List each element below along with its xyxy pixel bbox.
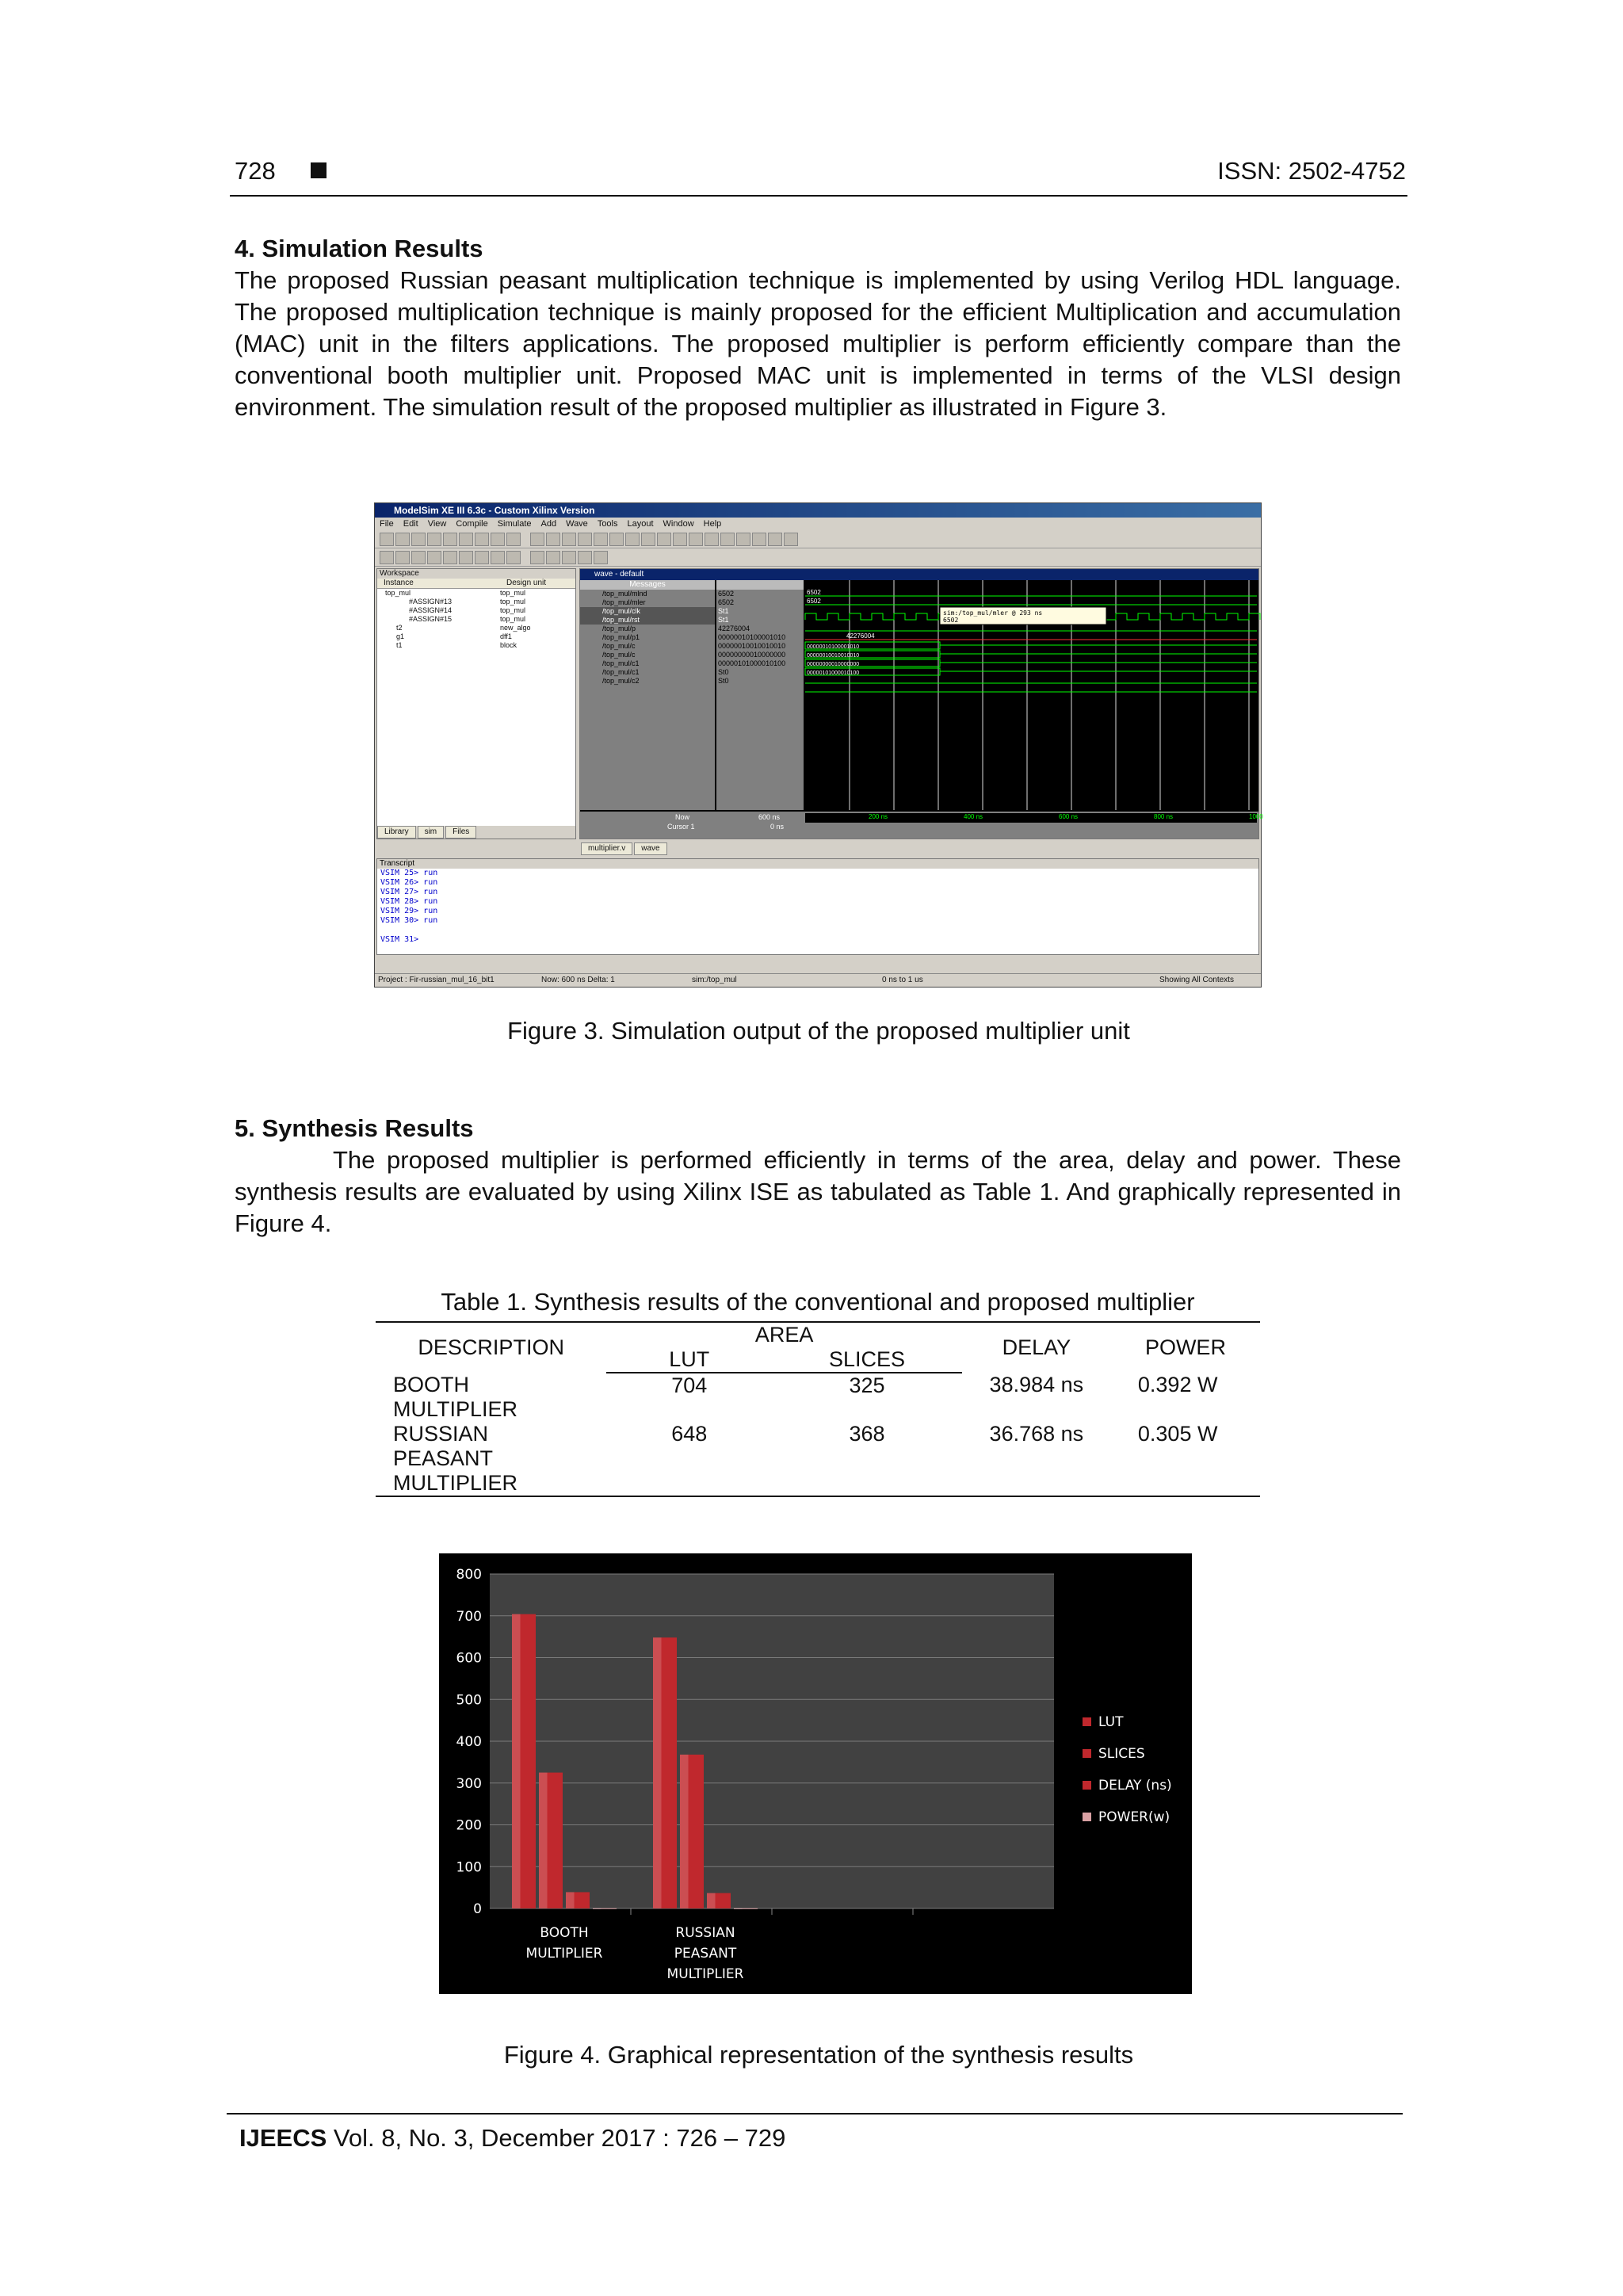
instance-row <box>377 606 575 615</box>
transcript-line: VSIM 27> run <box>380 888 438 896</box>
table-1 <box>376 1288 1260 1497</box>
table-cell-delay: 36.768 ns <box>962 1422 1111 1496</box>
legend-swatch <box>1083 1813 1091 1821</box>
th-slices: SLICES <box>772 1347 962 1373</box>
transcript-line: VSIM 29> run <box>380 907 438 915</box>
time-tick: 1000 <box>1249 813 1263 820</box>
now-value: 600 ns <box>758 813 781 821</box>
transcript-line: VSIM 30> run <box>380 916 438 925</box>
x-category-label: BOOTH <box>540 1925 589 1941</box>
workspace-columns <box>377 579 575 589</box>
transcript-label: Transcript <box>377 859 1258 869</box>
toolbar-button-icon <box>491 551 505 564</box>
signal-value: 00000010100001010 <box>718 633 786 641</box>
time-tick: 200 ns <box>869 813 888 820</box>
legend-label: SLICES <box>1098 1746 1145 1762</box>
instance-name: #ASSIGN#15 <box>409 615 453 623</box>
toolbar-button-icon <box>546 533 560 546</box>
y-tick-label: 600 <box>456 1650 482 1667</box>
th-lut: LUT <box>606 1347 772 1373</box>
signal-name: /top_mul/c2 <box>602 677 640 685</box>
instance-tree <box>377 589 575 650</box>
signal-name: /top_mul/c1 <box>602 668 640 676</box>
toolbar-button-icon <box>768 533 782 546</box>
table-cell-lut: 648 <box>606 1422 772 1496</box>
menu-item: Help <box>703 519 722 529</box>
table-row <box>376 1422 1260 1496</box>
design-unit: dff1 <box>500 632 512 640</box>
instance-row <box>377 624 575 632</box>
toolbar-button-icon <box>594 533 608 546</box>
tooltip-value: 6502 <box>943 617 959 624</box>
header-rule <box>230 195 1407 197</box>
page-number: 728 <box>235 157 276 185</box>
wave-window <box>579 568 1263 839</box>
instance-row <box>377 589 575 598</box>
y-tick-label: 100 <box>456 1859 482 1876</box>
figure-4-caption: Figure 4. Graphical representation of the synthesis results <box>503 2041 1134 2069</box>
menu-item: Tools <box>597 519 618 529</box>
wave-value-label: 6502 <box>807 589 821 596</box>
section-5-body: The proposed multiplier is performed efficiently in terms of the area, delay and power. These synthesis results are evaluated by using Xilinx ISE as tabulated as Table 1. And graphically represented in Figure 4. <box>235 1146 1401 1237</box>
signal-name: /top_mul/rst <box>580 616 715 625</box>
design-unit: top_mul <box>500 589 526 597</box>
wave-tab: wave <box>634 842 666 855</box>
cursor-tooltip-text: sim:/top_mul/mler @ 293 ns <box>943 609 1043 617</box>
wave-value-label: 00000101000010100 <box>807 670 860 676</box>
instance-row <box>377 632 575 641</box>
toolbar-button-icon <box>411 533 426 546</box>
section-5-title: 5. Synthesis Results <box>235 1114 474 1142</box>
status-range: 0 ns to 1 us <box>882 976 923 984</box>
toolbar-button-icon <box>443 551 457 564</box>
bar-highlight <box>734 1908 743 1909</box>
section-4-body: The proposed Russian peasant multiplication technique is implemented by using Verilog HDL language. The proposed multiplication technique is mainly proposed for the efficient Multiplication and accumulation (MAC) unit in the filters applications. The proposed multiplier is perform efficiently compare than the conventional booth multiplier unit. Proposed MAC unit is implemented in terms of the VLSI design environment. The simulation result of the proposed multiplier as illustrated in Figure 3. <box>235 266 1401 421</box>
instance-row <box>377 641 575 650</box>
workspace-label: Workspace <box>377 569 575 579</box>
wave-value-label: 6502 <box>807 598 821 605</box>
toolbar-button-icon <box>657 533 671 546</box>
table-1-caption: Table 1. Synthesis results of the conventional and proposed multiplier <box>441 1288 1195 1316</box>
instance-name: t2 <box>396 624 403 632</box>
modelsim-screenshot <box>374 502 1262 988</box>
signal-values <box>716 580 804 810</box>
legend-label: DELAY (ns) <box>1098 1778 1172 1794</box>
th-power: POWER <box>1111 1322 1260 1373</box>
menu-item: Layout <box>627 519 654 529</box>
y-tick-label: 500 <box>456 1692 482 1709</box>
toolbar-1 <box>375 530 1261 548</box>
legend-label: POWER(w) <box>1098 1809 1170 1825</box>
table-cell-description: BOOTH MULTIPLIER <box>393 1373 518 1421</box>
menu-item: Simulate <box>497 519 532 529</box>
status-sim: sim:/top_mul <box>692 976 737 984</box>
wave-footer <box>580 812 1263 839</box>
menu-item: View <box>427 519 447 529</box>
signal-names <box>580 580 715 810</box>
wave-tabs <box>581 842 669 855</box>
toolbar-button-icon <box>720 533 735 546</box>
instance-name: t1 <box>396 641 403 649</box>
transcript-line: VSIM 25> run <box>380 869 438 877</box>
toolbar-button-icon <box>411 551 426 564</box>
header-square-glyph <box>311 162 327 178</box>
cursor-value: 0 ns <box>770 823 785 831</box>
signal-name: /top_mul/mler <box>602 598 646 606</box>
table-cell-slices: 368 <box>772 1422 962 1496</box>
toolbar-button-icon <box>427 551 441 564</box>
legend-swatch <box>1083 1717 1091 1726</box>
legend-label: LUT <box>1098 1714 1124 1730</box>
toolbar-button-icon <box>752 533 766 546</box>
toolbar-button-icon <box>689 533 703 546</box>
signal-value: 6502 <box>718 590 735 598</box>
synthesis-bar-chart <box>439 1553 1192 1994</box>
toolbar-button-icon <box>380 533 394 546</box>
signal-name: /top_mul/c <box>602 651 636 659</box>
toolbar-button-icon <box>625 533 640 546</box>
instance-row <box>377 598 575 606</box>
citation-details: Vol. 8, No. 3, December 2017 : 726 – 729 <box>327 2124 786 2152</box>
time-tick: 400 ns <box>964 813 983 820</box>
figure-3-caption: Figure 3. Simulation output of the proposed multiplier unit <box>507 1017 1130 1045</box>
menu-bar <box>375 518 1261 530</box>
toolbar-button-icon <box>673 533 687 546</box>
legend-swatch <box>1083 1781 1091 1790</box>
toolbar-button-icon <box>530 551 544 564</box>
instance-name: g1 <box>396 632 405 640</box>
footer-rule <box>227 2113 1403 2115</box>
table-cell-lut: 704 <box>671 1373 708 1397</box>
status-contexts: Showing All Contexts <box>1159 976 1234 984</box>
wave-title: wave - default <box>580 569 1258 580</box>
signal-name: /top_mul/c1 <box>602 659 640 667</box>
instance-name: top_mul <box>385 589 411 597</box>
signal-value: 6502 <box>718 598 735 606</box>
toolbar-button-icon <box>395 533 410 546</box>
instance-name: #ASSIGN#14 <box>409 606 453 614</box>
toolbar-button-icon <box>578 551 592 564</box>
now-label: Now <box>675 813 690 821</box>
journal-name: IJEECS <box>239 2124 327 2152</box>
toolbar-button-icon <box>641 533 655 546</box>
table-cell-description: RUSSIAN PEASANT MULTIPLIER <box>376 1422 606 1496</box>
signal-value: 00000101000010100 <box>718 659 786 667</box>
table-cell-power: 0.392 W <box>1137 1373 1218 1396</box>
toolbar-button-icon <box>475 533 489 546</box>
signal-name: /top_mul/clk <box>580 607 715 616</box>
toolbar-button-icon <box>459 551 473 564</box>
y-tick-label: 800 <box>456 1567 482 1583</box>
menu-item: Add <box>540 519 557 529</box>
toolbar-button-icon <box>736 533 750 546</box>
signal-name: /top_mul/c <box>602 642 636 650</box>
toolbar-button-icon <box>562 533 576 546</box>
waveform-area <box>805 580 1257 810</box>
y-tick-label: 300 <box>456 1775 482 1792</box>
signal-value: St0 <box>718 668 729 676</box>
issn: ISSN: 2502-4752 <box>1217 157 1406 185</box>
toolbar-button-icon <box>380 551 394 564</box>
signal-value: 00000010010010010 <box>718 642 786 650</box>
workspace-tabs <box>377 826 575 839</box>
toolbar-2 <box>375 548 1261 567</box>
signal-name: /top_mul/p <box>602 625 636 632</box>
signal-value: St0 <box>718 677 729 685</box>
toolbar-button-icon <box>395 551 410 564</box>
x-category-label: MULTIPLIER <box>666 1966 744 1982</box>
bar-highlight <box>707 1893 716 1908</box>
y-tick-label: 700 <box>456 1608 482 1625</box>
th-area: AREA <box>606 1322 961 1347</box>
signal-value: 42276004 <box>718 625 750 632</box>
status-bar <box>375 973 1261 987</box>
toolbar-button-icon <box>546 551 560 564</box>
wave-tab: multiplier.v <box>581 842 632 855</box>
wave-value-label: 00000010100001010 <box>807 644 860 650</box>
bar-highlight <box>653 1637 662 1908</box>
menu-item: Edit <box>403 519 418 529</box>
wave-value-label: 00000000010000000 <box>807 662 860 667</box>
signal-value: St1 <box>718 616 729 624</box>
design-unit: new_algo <box>500 624 531 632</box>
th-delay: DELAY <box>962 1322 1111 1373</box>
time-axis <box>805 813 1263 823</box>
design-unit: block <box>500 641 517 649</box>
col-instance: Instance <box>384 579 414 587</box>
toolbar-button-icon <box>594 551 608 564</box>
table-cell-slices: 325 <box>849 1373 885 1397</box>
transcript-line: VSIM 26> run <box>380 878 438 887</box>
col-design-unit: Design unit <box>506 579 547 587</box>
workspace-tab: Files <box>445 826 476 839</box>
status-project: Project : Fir-russian_mul_16_bit1 <box>378 976 495 984</box>
toolbar-button-icon <box>459 533 473 546</box>
instance-name: #ASSIGN#13 <box>409 598 453 606</box>
menu-item: File <box>380 519 394 529</box>
signal-value: 00000000010000000 <box>718 651 786 659</box>
x-category-label: MULTIPLIER <box>525 1946 603 1962</box>
x-category-label: RUSSIAN <box>675 1925 735 1941</box>
y-tick-label: 200 <box>456 1817 482 1834</box>
signal-value: St1 <box>718 607 729 615</box>
toolbar-button-icon <box>475 551 489 564</box>
toolbar-button-icon <box>530 533 544 546</box>
wave-value-label: 42276004 <box>846 632 875 640</box>
toolbar-button-icon <box>562 551 576 564</box>
table-cell-power: 0.305 W <box>1111 1422 1260 1496</box>
messages-label: Messages <box>580 580 715 590</box>
transcript-line <box>380 926 1258 935</box>
toolbar-button-icon <box>578 533 592 546</box>
workspace-tab: Library <box>377 826 416 839</box>
bar-highlight <box>566 1892 575 1908</box>
x-category-label: PEASANT <box>674 1946 737 1962</box>
toolbar-button-icon <box>427 533 441 546</box>
time-tick: 800 ns <box>1154 813 1174 820</box>
signal-name: /top_mul/mlnd <box>602 590 647 598</box>
section-4-title: 4. Simulation Results <box>235 235 483 262</box>
design-unit: top_mul <box>500 598 526 606</box>
th-description: DESCRIPTION <box>376 1322 606 1373</box>
window-title: ModelSim XE III 6.3c - Custom Xilinx Version <box>375 503 1261 518</box>
design-unit: top_mul <box>500 606 526 614</box>
toolbar-button-icon <box>506 551 521 564</box>
workspace-tab: sim <box>418 826 445 839</box>
instance-row <box>377 615 575 624</box>
toolbar-button-icon <box>491 533 505 546</box>
synthesis-table <box>376 1321 1260 1497</box>
toolbar-button-icon <box>609 533 624 546</box>
table-row <box>376 1373 1260 1422</box>
design-unit: top_mul <box>500 615 526 623</box>
cursor-label: Cursor 1 <box>667 823 695 831</box>
y-tick-label: 400 <box>456 1734 482 1750</box>
wave-value-label: 00000010010010010 <box>807 653 860 659</box>
legend-swatch <box>1083 1749 1091 1758</box>
toolbar-button-icon <box>443 533 457 546</box>
transcript-line: VSIM 28> run <box>380 897 438 906</box>
time-tick: 600 ns <box>1059 813 1079 820</box>
footer-citation <box>239 2124 785 2153</box>
bar-highlight <box>512 1614 521 1908</box>
y-tick-label: 0 <box>473 1901 482 1917</box>
menu-item: Compile <box>456 519 488 529</box>
workspace-pane <box>376 568 576 839</box>
menu-item: Window <box>663 519 694 529</box>
bar-highlight <box>593 1908 601 1909</box>
transcript-pane <box>376 858 1259 955</box>
toolbar-button-icon <box>784 533 798 546</box>
signal-name: /top_mul/p1 <box>602 633 640 641</box>
transcript-line: VSIM 31> <box>380 935 419 944</box>
bar-highlight <box>680 1755 689 1908</box>
table-cell-delay: 38.984 ns <box>989 1373 1084 1396</box>
status-now: Now: 600 ns Delta: 1 <box>541 976 615 984</box>
toolbar-button-icon <box>705 533 719 546</box>
bar-highlight <box>539 1773 548 1908</box>
toolbar-button-icon <box>506 533 521 546</box>
menu-item: Wave <box>566 519 588 529</box>
